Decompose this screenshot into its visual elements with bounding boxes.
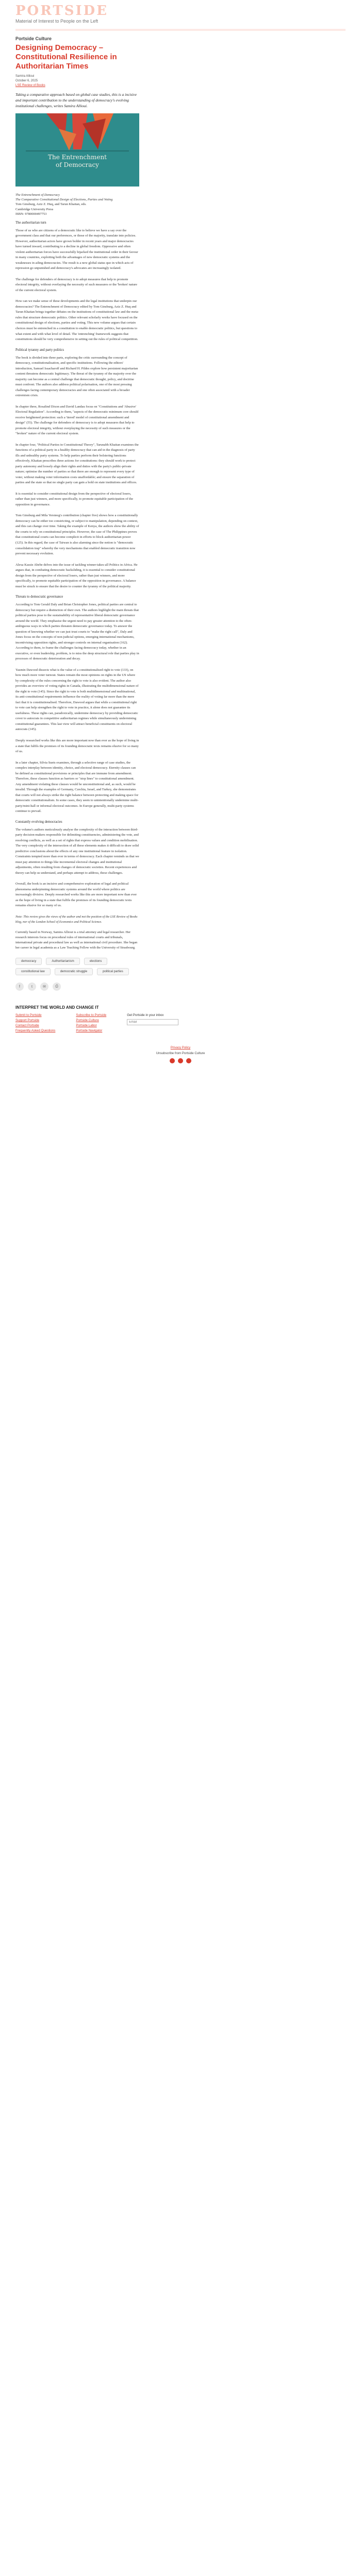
footer-heading: INTERPRET THE WORLD AND CHANGE IT (15, 1005, 99, 1010)
article-title: Designing Democracy – Constitutional Resilience in Authoritarian Times (15, 43, 117, 71)
paragraph: Alexa Kassie Abebe delves into the issue of tackling winner-takes-all Politics in Africa. He argues that, in combating democratic backsliding, it is essential to consider constitutional design from the perspective of electoral losers, rather than just winners, and more specifically, to promote equitable participation of the opposition in governance. A balance must be struck to ensure that the desire to counter the tyranny of the political majority. (15, 563, 138, 588)
editorial-note: Note: This review gives the views of the author and not the position of the LSE Review of Books blog, nor of the London School of Economics and Political Science. (15, 914, 138, 924)
site-tagline: Material of Interest to People on the Left (15, 19, 99, 24)
tag-list (15, 958, 139, 975)
privacy-link[interactable]: Privacy Policy (170, 1046, 191, 1050)
footer-subscribe (127, 1013, 178, 1033)
hero-title: The Entrenchment of Democracy (47, 153, 107, 168)
paragraph: The challenge for defenders of democracy is to adopt measures that help to promote electoral integrity, without overlaying the necessity of such measures or the 'broken' nature of the current electoral system. (15, 277, 138, 292)
paragraph: How can we make sense of these developments and the legal institutions that underpin our democracies? The Entrenchment of Democracy edited by Tom Ginsburg, Aziz Z. Huq and Tarun Khaitan brings together debates on the institutions of constitutional law and the meta-rules that structure democratic politics. Other relevant scholarly works have focused on the constitutional design of elections, parties and voting. This new volume argues that certain choices must be entrenched in a constitution to enable democratic politics, but questions to what extent and with what level of detail. The 'entrenching' framework suggests that constitutions should be very comprehensive in setting out the rules of political competition. (15, 299, 139, 342)
book-publisher: Cambridge University Press (15, 207, 54, 211)
paragraph: Those of us who are citizens of a democratic like to believe we have a say over the government class and that our preferences, or those of the majority, translate into policies. However, authoritarian actors have grown bolder in recent years and major democracies have turned inward, contributing to a decline in global freedom. Oppressive and often violent authoritarian forces have successfully hijacked the institutional order in their favour in many countries, exploiting both the advantages of new democratic systems and the weaknesses in ailing democracies. The result is a new global status quo in which acts of repression go unpunished and democracy's advocates are increasingly isolated. (15, 228, 138, 270)
site-logo[interactable]: PORTSIDE (15, 3, 108, 19)
paragraph: The volume's authors meticulously analyse the complexity of the interaction between third-party decision-makers responsible for delimiting constituencies, administering the vote, and resolving conflicts, as well as a set of rights that express values and condition mobilisation. The very complexity of the intersection of all these elements makes it difficult to draw solid predictive conclusions about the effects of any one institutional feature in isolation. Constraints tempted more than ever in terms of democracy. Each chapter reminds us that we must pay attention to things like incremental electoral changes and institutional adjustments, often resulting from changes of democratic societies. Recent experiences and theory can help us understand, and perhaps attempt to address, these challenges. (15, 827, 139, 875)
facebook-icon[interactable]: f (15, 982, 24, 991)
share-buttons (15, 982, 139, 991)
footer-link[interactable]: Portside Navigator (76, 1029, 103, 1033)
author-name: Samira Allioui (15, 75, 35, 78)
footer-column-1 (15, 1013, 55, 1033)
subhead: Threats to democratic governance (15, 595, 63, 599)
paragraph: In chapter four, "Political Parties in Constitutional Theory", Tarunabh Khaitan examines the functions of a political party in a healthy democracy that can aid in the diagnosis of party ills and unhealthy party systems. To help parties perform their bolstering functions effectively, Khaitan prescribes three actions for constitutions: they should work to protect party autonomy and loosely align their rights and duties with the party's public-private nature; optimise the number of parties so that there are enough to represent every type of voter, without making voter information costs unaffordable; and ensure the separation of parties and the state so that no single party can gain a hold on state institutions and offices. (15, 443, 139, 485)
footer-link[interactable]: Portside Labor (76, 1024, 97, 1028)
subhead: Constantly evolving democracies (15, 820, 62, 824)
article-dek: Taking a comparative approach based on global case studies, this is a incisive and important contribution to the understanding of democracy's evolving institutional challenges, writes Samira Allioui. (15, 92, 137, 108)
tag[interactable]: elections (84, 958, 108, 965)
paragraph: The book is divided into three parts, exploring the critic surrounding the concept of democracy, constitutionalisation, and specific institutions. Following the editors' introduction, Samuel Issacharoff and Richard H. Pildes explore how persistent majoritarian content threatens democratic legitimacy. The threat of the tyranny of the majority over the majority can become as a central challenge that democratic thought, policy, and doctrine must confront. The authors also address political polarisation, one of the most pressing challenges facing contemporary democracies and one often associated with a broader extremism crisis. (15, 355, 138, 398)
print-icon[interactable]: ⎙ (53, 982, 61, 991)
nav-strip (15, 29, 346, 31)
paragraph: In chapter three, Rosalind Dixon and David Landau focus on "Constitutions and 'Abusive' Electoral Regulation". According to them, "aspects of the democratic minimum core should receive heightened protection: such a 'tiered' model of constitutional amendment and design" (55). The challenge for defenders of democracy is to adopt measures that help to promote electoral integrity, without overplaying the necessity of such measures or the "broken" nature of the current electoral system. (15, 404, 139, 436)
subhead: Political tyranny and party politics (15, 348, 64, 352)
footer-column-2 (76, 1013, 106, 1033)
hero-image (15, 113, 139, 187)
source-link[interactable]: LSE Review of Books (15, 84, 45, 87)
tag[interactable]: Authoritarianism (46, 958, 79, 965)
book-title: The Entrenchment of Democracy (15, 193, 60, 197)
footer-columns (15, 1013, 346, 1033)
tag[interactable]: democracy (15, 958, 42, 965)
article (15, 36, 139, 991)
book-subtitle: The Comparative Constitutional Design of Elections, Parties and Voting (15, 198, 113, 202)
footer-link[interactable]: Submit to Portside (15, 1013, 42, 1018)
paragraph: Deeply researched works like this are more important now than ever as the hope of living in a state that fulfils the promises of its founding democratic texts remains elusive for so many of us. (15, 738, 139, 754)
email-input[interactable] (127, 1019, 178, 1025)
masthead (15, 0, 346, 27)
twitter-icon[interactable]: t (28, 982, 36, 991)
paragraph: Tom Ginsburg and Mila Versteeg's contribution (chapter five) shows how a constitutionally democracy can be either too constricting, or subject to manipulation, depending on context, and this can change over time. Taking the example of Kenya, the authors show the ability of the courts to rely on constitutional principles. However, the case of The Philippines proves that constitutional courts can become complicit in efforts to block authoritarian power (125). In this regard, the case of Taiwan is also alarming since the notion is "democratic consolidation trap" whereby the very mechanisms that enabled democratic transition now prevent necessary evolution. (15, 514, 139, 556)
paragraph: Yasmin Dawood dissects what is the value of a constitutionalised right to vote (133), on how much more voter turnout. States remain the most opinions on rights in the US where by complexity of the rules concerning the right to vote is also evident. The author also provides an overview of voting rights in Canada, illustrating the multidimensional nature of the right to vote (145). Since the right to vote is both multidimensional and multinational, its anti-constitutional requirements influence the reality of voting far more than the mere fact that it is constitutionalised. Therefore, Dawood argues that while a constitutional right to vote can help strengthen the right to vote in practice, it alone does not guarantee its usefulness. These rights can, paradoxically, undermine democracy by providing democratic cover to autocrats in competitive authoritarian regimes while simultaneously undermining constitutional guarantees. This last view will attract beneficial constituents on electoral autocrats (145). (15, 668, 139, 732)
footer-link[interactable]: Support Portside (15, 1019, 40, 1023)
footer-link[interactable]: Contact Portside (15, 1024, 39, 1028)
book-authors: Tom Ginsburg, Aziz Z. Huq, and Tarun Khaitan, eds. (15, 202, 87, 207)
tag[interactable]: political parties (97, 968, 129, 975)
book-details (15, 193, 139, 217)
social-links (15, 1058, 346, 1063)
publish-date: October 6, 2025 (15, 79, 38, 82)
social-icon[interactable] (170, 1058, 175, 1063)
paragraph: It is essential to consider constitutional design from the perspective of electoral losers, rather than just winners, and more specifically, to promote equitable participation of the opposition in governance. (15, 492, 134, 506)
paragraph: Overall, the book is an incisive and comprehensive exploration of legal and political phenomena underpinning democratic systems around the world where politics are increasingly divisive. Deeply researched works like this are more important now than ever as the hope of living in a state that fulfils the promises of its founding democratic texts remains elusive for so many of us. (15, 882, 137, 908)
subscribe-label: Get Portside in your inbox (127, 1013, 164, 1018)
site-footer (15, 1005, 346, 1063)
email-icon[interactable]: ✉ (40, 982, 48, 991)
paragraph: According to Tom Gerald Daly and Brian Christopher Jones, political parties are central to democracy but require a distinction of their own. The authors highlight the main threats that political parties pose to the sustainability of representative liberal democratic governance around the world. They emphasise the urgent need to pay greater attention to the often-ambiguous ways in which parties threaten democratic governance today. To answer the question of knowing whether we can just trust courts to "make the right call", Daly and Jones focus on the concepts of non-judicial options, emerging international mechanisms, incentivising opposition rights, and stronger controls on internal organisation (162). According to them, to frame the challenges facing democracy today, whether in an executive, or even leadership, problem, is to miss the deep structural role that parties play in processes of democratic deterioration and decay. (15, 603, 139, 661)
section-label[interactable]: Portside Culture (15, 36, 52, 41)
tag[interactable]: constitutional law (15, 968, 51, 975)
tag[interactable]: democratic struggle (55, 968, 93, 975)
subhead: The authoritarian turn (15, 221, 46, 225)
site-header (0, 0, 361, 31)
author-bio: Currently based in Norway, Samira Allioui is a trial attorney and legal researcher. Her research interests focus on procedural rules of international courts and tribunals, international private and procedural law as well as international civil procedure. She began her career in legal academia as a Law Teaching Fellow with the University of Strasbourg. (15, 930, 138, 950)
paragraph: In a later chapter, Silvia Suets examines, through a selective range of case studies, the complex interplay between identity, choice, and electoral democracy. Eternity clauses can be defined as constitutional provisions or principles that are immune from amendment. Therefore, these clauses function as barriers or "stop lines" to constitutional amendment. Any amendment violating these clauses would be unconstitutional and, as such, would be invalid. Through the examples of Germany, Czechia, Israel, and Turkey, she demonstrates that courts will not always strike the right balance between protecting and making space for democratic constitutionalism. In some cases, they seem to unintentionally undermine multi-party/mini-hall or informal electoral outcomes. In Europe generally, multi-party systems continue to prevail. (15, 760, 139, 814)
book-isbn: ISBN: 9780000497753 (15, 212, 47, 216)
social-icon[interactable] (178, 1058, 183, 1063)
hero-illustration (15, 113, 139, 187)
footer-link[interactable]: Portside Culture (76, 1019, 99, 1023)
footer-bottom (15, 1046, 346, 1063)
byline (15, 74, 139, 88)
footer-link[interactable]: Subscribe to Portside (76, 1013, 107, 1018)
footer-link[interactable]: Frequently Asked Questions (15, 1029, 56, 1033)
social-icon[interactable] (186, 1058, 191, 1063)
unsubscribe-link[interactable]: Unsubscribe from Portside Culture (156, 1052, 205, 1056)
